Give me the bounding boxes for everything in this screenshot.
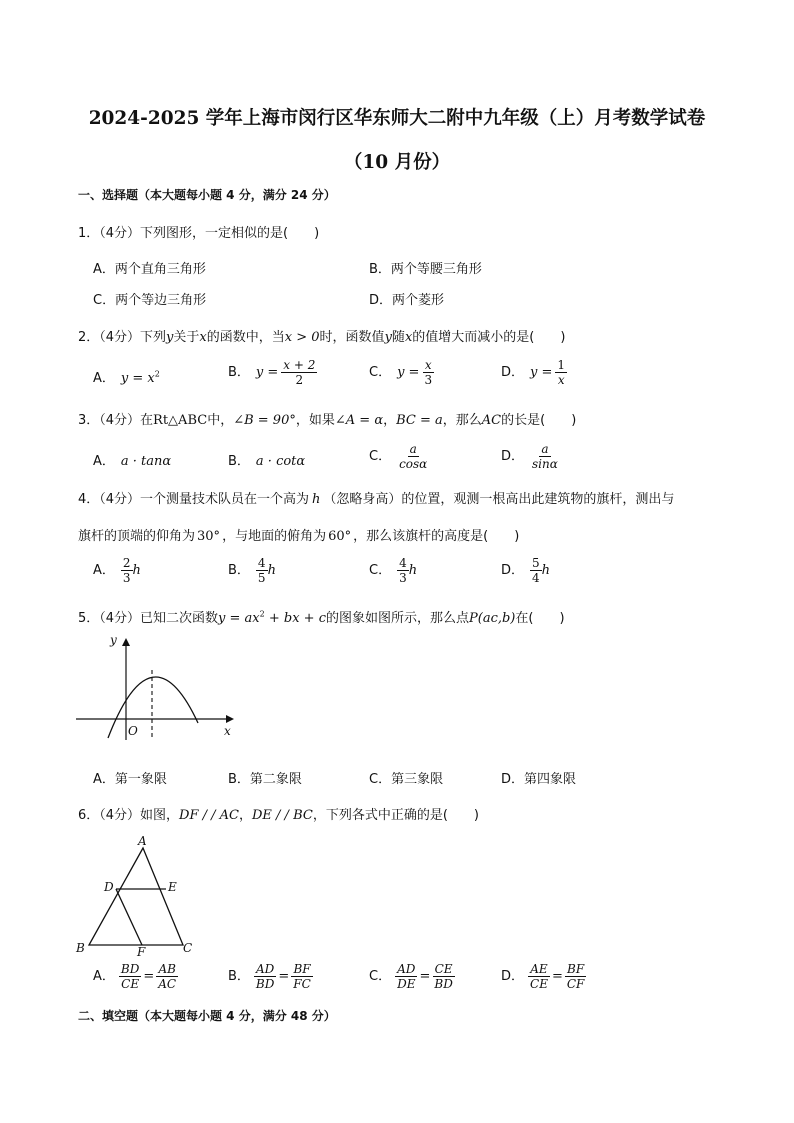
question-2-option-a: A． $y = x^2$: [93, 369, 160, 386]
axis-label-x: x: [224, 724, 231, 738]
question-4-stem-line1: 4．（4分）一个测量技术队员在一个高为 h （忽略身高）的位置，观测一根高出此建筑物的旗杆，测出与: [78, 492, 675, 507]
question-2-stem: 2．（4分）下列y关于x的函数中，当x > 0时，函数值y随x的值增大而减小的是( ): [78, 330, 566, 345]
vertex-label-a: A: [138, 834, 147, 848]
question-6-option-a: A． $\frac{BD}{CE}$ = $\frac{AB}{AC}$: [93, 962, 177, 991]
question-2-option-c: C． y = $\frac{x}{3}$: [369, 358, 433, 387]
question-5-option-a: A．第一象限: [93, 772, 167, 787]
question-4-option-c: C． $\frac{4}{3}$ h: [369, 556, 418, 585]
section-heading-choice: 一、选择题（本大题每小题 4 分，满分 24 分）: [78, 188, 336, 202]
vertex-label-d: D: [104, 880, 114, 894]
question-5-option-b: B．第二象限: [228, 772, 302, 787]
question-1-option-d: D．两个菱形: [369, 293, 445, 308]
question-6-option-b: B． $\frac{AD}{BD}$ = $\frac{BF}{FC}$: [228, 962, 311, 991]
question-4-option-b: B． $\frac{4}{5}$ h: [228, 556, 276, 585]
question-4-option-d: D． $\frac{5}{4}$ h: [501, 556, 551, 585]
question-4-option-a: A． $\frac{2}{3}$ h: [93, 556, 141, 585]
question-6-triangle-figure: [70, 830, 200, 958]
question-3-option-a: A． a · tanα: [93, 454, 172, 469]
vertex-label-c: C: [183, 941, 193, 955]
parabola-curve: [108, 677, 198, 738]
question-6-option-d: D． $\frac{AE}{CE}$ = $\frac{BF}{CF}$: [501, 962, 585, 991]
question-3-option-c: C． $\frac{a}{\cos\alpha}$: [369, 442, 428, 471]
question-6-stem: 6．（4分）如图，DF / / AC，DE / / BC，下列各式中正确的是( ): [78, 808, 479, 823]
triangle-abc: [89, 848, 183, 945]
axis-label-y: y: [110, 633, 117, 647]
question-1-option-b: B．两个等腰三角形: [369, 262, 482, 277]
question-5-stem: 5．（4分）已知二次函数$y = ax^2$ + bx + c的图象如图所示，那么点P(ac,b)在( ): [78, 609, 565, 626]
section-heading-fill-in: 二、填空题（本大题每小题 4 分，满分 48 分）: [78, 1009, 336, 1023]
question-5-parabola-figure: [70, 628, 250, 743]
question-2-option-b: B． y = $\frac{x + 2}{2}$: [228, 358, 316, 387]
question-5-option-c: C．第三象限: [369, 772, 444, 787]
exam-title: 2024-2025 学年上海市闵行区华东师大二附中九年级（上）月考数学试卷: [88, 108, 706, 129]
question-2-number: 2．（4分）下列: [78, 330, 167, 345]
vertex-label-b: B: [76, 941, 85, 955]
vertex-label-f: F: [137, 945, 146, 958]
origin-label: O: [128, 724, 138, 738]
question-1-option-a: A．两个直角三角形: [93, 262, 206, 277]
vertex-label-e: E: [168, 880, 177, 894]
segment-df: [116, 889, 142, 945]
question-5-option-d: D．第四象限: [501, 772, 577, 787]
x-axis-arrow-icon: [226, 715, 234, 723]
question-3-stem: 3．（4分）在Rt△ABC中，∠B = 90°，如果∠A = α，BC = a，那么AC的长是( ): [78, 413, 577, 428]
question-1-stem: 1．（4分）下列图形，一定相似的是( ): [78, 226, 320, 241]
question-3-option-b: B． a · cotα: [228, 454, 306, 469]
question-4-stem-line2: 旗杆的顶端的仰角为 30° ，与地面的俯角为 60° ，那么该旗杆的高度是( ): [78, 529, 520, 544]
question-6-option-c: C． $\frac{AD}{DE}$ = $\frac{CE}{BD}$: [369, 962, 453, 991]
y-axis-arrow-icon: [122, 638, 130, 646]
question-3-option-d: D． $\frac{a}{\sin\alpha}$: [501, 442, 558, 471]
question-1-option-c: C．两个等边三角形: [93, 293, 207, 308]
question-2-option-d: D． y = $\frac{1}{x}$: [501, 358, 566, 387]
exam-subtitle: （10 月份）: [343, 152, 451, 173]
